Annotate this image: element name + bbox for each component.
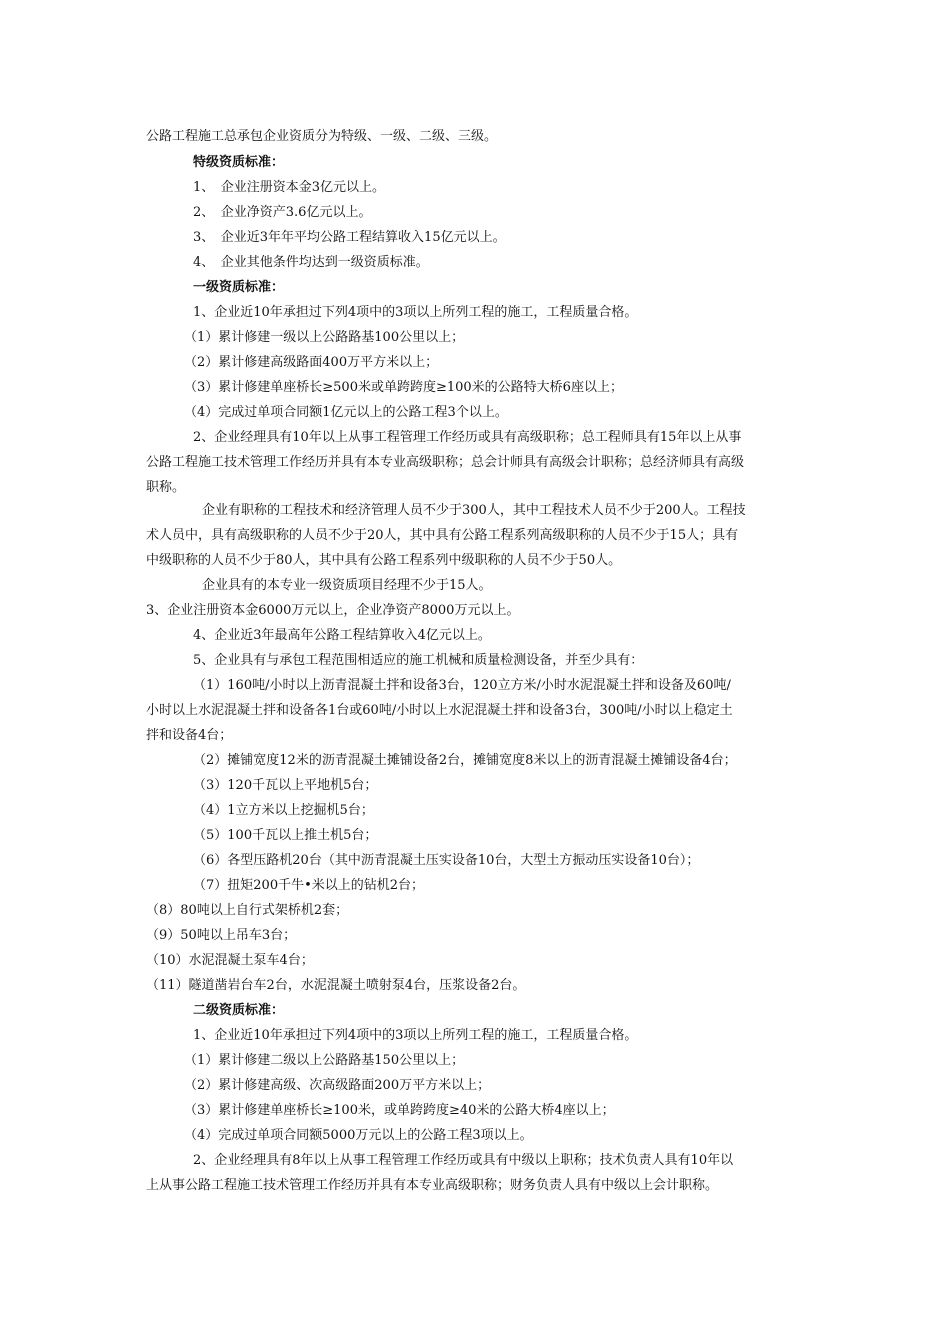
special-grade-item: 2、 企业净资产3.6亿元以上。 bbox=[193, 205, 372, 220]
project-manager-line: 企业具有的本专业一级资质项目经理不少于15人。 bbox=[202, 578, 492, 593]
first-grade-subitem: （1）累计修建一级以上公路路基100公里以上； bbox=[184, 330, 465, 345]
special-grade-item: 4、 企业其他条件均达到一级资质标准。 bbox=[193, 255, 429, 270]
staff-requirement-line: 中级职称的人员不少于80人，其中具有公路工程系列中级职称的人员不少于50人。 bbox=[146, 553, 622, 568]
first-grade-subitem: （4）完成过单项合同额1亿元以上的公路工程3个以上。 bbox=[184, 405, 508, 420]
first-grade-item-2-line: 公路工程施工技术管理工作经历并具有本专业高级职称；总会计师具有高级会计职称；总经济师具有高级 bbox=[146, 455, 745, 470]
first-grade-item-1: 1、企业近10年承担过下列4项中的3项以上所列工程的施工，工程质量合格。 bbox=[193, 305, 638, 320]
intro-text: 公路工程施工总承包企业资质分为特级、一级、二级、三级。 bbox=[146, 129, 498, 144]
first-grade-item-5: 5、企业具有与承包工程范围相适应的施工机械和质量检测设备，并至少具有： bbox=[193, 653, 644, 668]
equipment-line: （11）隧道凿岩台车2台，水泥混凝土喷射泵4台，压浆设备2台。 bbox=[146, 978, 526, 993]
first-grade-heading: 一级资质标准： bbox=[193, 280, 285, 295]
equipment-line: （4）1立方米以上挖掘机5台； bbox=[193, 803, 374, 818]
equipment-line: 拌和设备4台； bbox=[146, 728, 233, 743]
first-grade-item-4: 4、企业近3年最高年公路工程结算收入4亿元以上。 bbox=[193, 628, 491, 643]
second-grade-subitem: （2）累计修建高级、次高级路面200万平方米以上； bbox=[184, 1078, 491, 1093]
equipment-line: （9）50吨以上吊车3台； bbox=[146, 928, 297, 943]
special-grade-item: 1、 企业注册资本金3亿元以上。 bbox=[193, 180, 386, 195]
second-grade-item-1: 1、企业近10年承担过下列4项中的3项以上所列工程的施工，工程质量合格。 bbox=[193, 1028, 638, 1043]
first-grade-subitem: （3）累计修建单座桥长≥500米或单跨跨度≥100米的公路特大桥6座以上； bbox=[184, 380, 623, 395]
first-grade-item-3: 3、企业注册资本金6000万元以上，企业净资产8000万元以上。 bbox=[146, 603, 520, 618]
first-grade-item-2-line: 职称。 bbox=[146, 480, 186, 495]
equipment-line: （8）80吨以上自行式架桥机2套； bbox=[146, 903, 349, 918]
equipment-line: （10）水泥混凝土泵车4台； bbox=[146, 953, 314, 968]
second-grade-subitem: （4）完成过单项合同额5000万元以上的公路工程3项以上。 bbox=[184, 1128, 533, 1143]
equipment-line: （5）100千瓦以上推土机5台； bbox=[193, 828, 378, 843]
second-grade-item-2-line: 上从事公路工程施工技术管理工作经历并具有本专业高级职称；财务负责人具有中级以上会计职称。 bbox=[146, 1178, 719, 1193]
equipment-line: （6）各型压路机20台（其中沥青混凝土压实设备10台，大型土方振动压实设备10台）； bbox=[193, 853, 700, 868]
special-grade-item: 3、 企业近3年年平均公路工程结算收入15亿元以上。 bbox=[193, 230, 506, 245]
special-grade-heading: 特级资质标准： bbox=[193, 155, 285, 170]
first-grade-subitem: （2）累计修建高级路面400万平方米以上； bbox=[184, 355, 439, 370]
equipment-line: （2）摊铺宽度12米的沥青混凝土摊铺设备2台，摊铺宽度8米以上的沥青混凝土摊铺设备4台； bbox=[193, 753, 737, 768]
equipment-line: 小时以上水泥混凝土拌和设备各1台或60吨/小时以上水泥混凝土拌和设备3台，300吨/小时以上稳定土 bbox=[146, 703, 733, 718]
second-grade-subitem: （3）累计修建单座桥长≥100米，或单跨跨度≥40米的公路大桥4座以上； bbox=[184, 1103, 615, 1118]
equipment-line: （3）120千瓦以上平地机5台； bbox=[193, 778, 378, 793]
second-grade-item-2-line: 2、企业经理具有8年以上从事工程管理工作经历或具有中级以上职称；技术负责人具有10年以 bbox=[193, 1153, 734, 1168]
staff-requirement-line: 企业有职称的工程技术和经济管理人员不少于300人，其中工程技术人员不少于200人。工程技 bbox=[202, 503, 746, 518]
first-grade-item-2-line: 2、企业经理具有10年以上从事工程管理工作经历或具有高级职称；总工程师具有15年以上从事 bbox=[193, 430, 742, 445]
equipment-line: （7）扭矩200千牛•米以上的钻机2台； bbox=[193, 878, 425, 893]
equipment-line: （1）160吨/小时以上沥青混凝土拌和设备3台，120立方米/小时水泥混凝土拌和设备及60吨/ bbox=[193, 678, 731, 693]
second-grade-subitem: （1）累计修建二级以上公路路基150公里以上； bbox=[184, 1053, 465, 1068]
second-grade-heading: 二级资质标准： bbox=[193, 1003, 285, 1018]
staff-requirement-line: 术人员中，具有高级职称的人员不少于20人，其中具有公路工程系列高级职称的人员不少于15人；具有 bbox=[146, 528, 739, 543]
